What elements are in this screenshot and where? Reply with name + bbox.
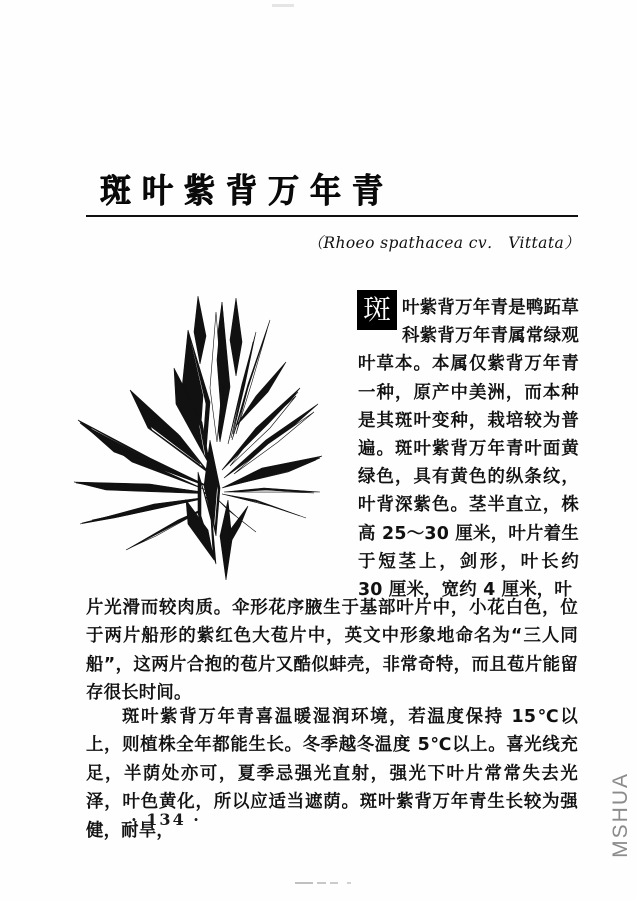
latin-binomial-name: （Rhoeo spathacea cv． Vittata） <box>307 234 580 252</box>
plant-illustration <box>70 292 325 588</box>
scan-artifact-top <box>272 4 294 7</box>
page-title: 斑叶紫背万年青 <box>100 171 394 211</box>
paragraph-one-wrapped <box>358 294 579 604</box>
paragraph-one-full-width: 片光滑而较肉质。伞形花序腋生于基部叶片中，小花白色，位于两片船形的紫红色大苞片中，英文中形象地命名为“三人同船”，这两片合抱的苞片又酷似蚌壳，非常奇特，而且苞片能留存很长时间。 <box>86 598 578 704</box>
page-number: · 134 · <box>131 810 201 829</box>
dropcap-float-spacer <box>358 294 402 330</box>
scan-artifact-bottom <box>295 882 357 884</box>
paragraph-two: 斑叶紫背万年青喜温暖湿润环境，若温度保持 15℃以上，则植株全年都能生长。冬季越冬温度 5℃以上。喜光线充足，半荫处亦可，夏季忌强光直射，强光下叶片常常失去光泽，叶色黄化，所以应适当遮荫。斑叶紫背万年青生长较为强健，耐旱， <box>86 707 578 841</box>
title-divider <box>86 215 578 217</box>
drop-cap: 斑 <box>357 290 397 330</box>
paragraph-one-wrapped-text: 叶紫背万年青是鸭跖草科紫背万年青属常绿观叶草本。本属仅紫背万年青一种，原产中美洲，而本种是其斑叶变种，栽培较为普遍。斑叶紫背万年青叶面黄绿色，具有黄色的纵条纹，叶背深紫色。茎半直立，株高 25～30 厘米，叶片着生于短茎上，剑形，叶长约 30 厘米，宽约 4 厘米，叶 <box>358 298 579 601</box>
watermark-text: MSHUA <box>609 772 632 858</box>
